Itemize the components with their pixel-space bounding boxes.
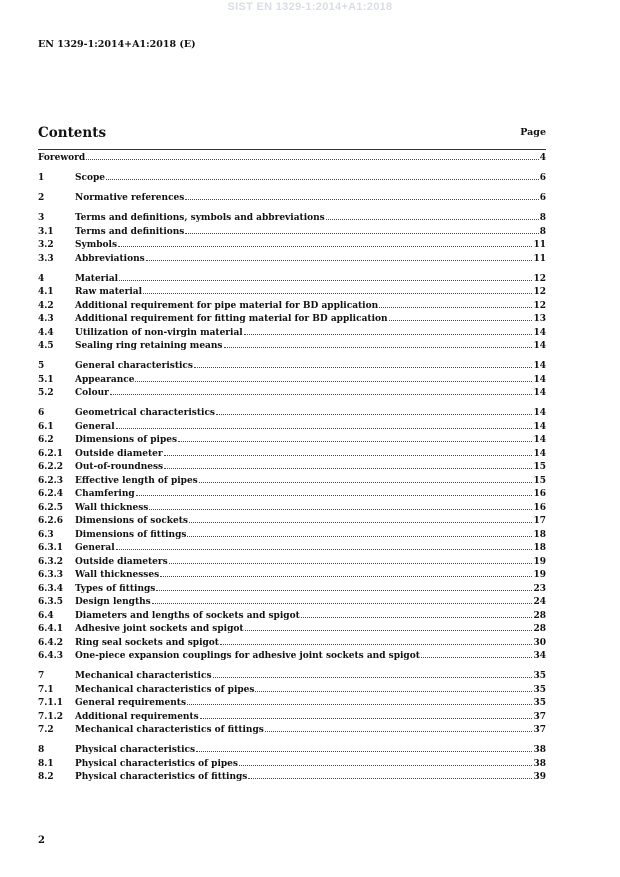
toc-entry-number: 6.3.2 [38, 556, 64, 567]
toc-entry[interactable] [38, 709, 546, 723]
toc-entry-page: 14 [533, 341, 546, 351]
toc-entry-title: Wall thicknesses [75, 570, 160, 580]
toc-dot-leader [110, 385, 533, 395]
toc-dot-leader [136, 486, 533, 496]
toc-entry-page: 16 [533, 489, 546, 499]
toc-dot-leader [187, 527, 532, 537]
toc-dot-leader [118, 237, 532, 247]
toc-entry[interactable] [38, 567, 546, 581]
toc-entry-number: 4.1 [38, 287, 54, 297]
toc-entry-title: Design lengths [75, 597, 151, 607]
toc-entry-title: Geometrical characteristics [75, 408, 215, 418]
toc-entry-page: 8 [539, 213, 546, 223]
toc-entry-title: Mechanical characteristics of fittings [75, 725, 264, 735]
toc-entry-page: 35 [533, 684, 546, 695]
toc-entry-number: 5.2 [38, 388, 54, 398]
toc-entry-title: Normative references [75, 193, 185, 203]
toc-entry-number: 4.2 [38, 300, 54, 311]
toc-entry-title: Chamfering [75, 489, 135, 499]
toc-entry[interactable] [38, 271, 546, 285]
toc-entry[interactable] [38, 742, 546, 756]
toc-dot-leader [178, 432, 532, 442]
toc-entry-title: Terms and definitions [75, 226, 185, 237]
toc-entry-title: Dimensions of sockets [75, 516, 188, 526]
toc-entry[interactable] [38, 668, 546, 682]
toc-entry-title: Outside diameters [75, 556, 168, 567]
toc-entry[interactable] [38, 682, 546, 696]
toc-entry[interactable] [38, 581, 546, 595]
toc-dot-leader [248, 769, 532, 779]
toc-entry-number: 6.3.4 [38, 583, 64, 594]
toc-entry[interactable] [38, 170, 546, 184]
toc-entry-number: 6.4.3 [38, 651, 64, 661]
toc-entry-number: 6.2 [38, 435, 54, 445]
toc-entry-number: 6.4.1 [38, 624, 64, 634]
toc-entry-number: 6.2.5 [38, 502, 64, 513]
toc-entry-page: 12 [533, 273, 546, 284]
toc-entry-number: 5 [38, 361, 45, 371]
toc-entry-number: 8.2 [38, 772, 54, 782]
toc-entry[interactable] [38, 756, 546, 770]
toc-dot-leader [200, 709, 533, 719]
toc-dot-leader [152, 594, 533, 604]
toc-entry-number: 4.5 [38, 341, 54, 351]
toc-dot-leader [255, 682, 532, 692]
toc-dot-leader [156, 581, 532, 591]
toc-entry-page: 15 [533, 475, 546, 486]
toc-entry-number: 6.3 [38, 529, 54, 540]
toc-dot-leader [194, 358, 533, 368]
toc-entry-number: 7 [38, 671, 45, 681]
toc-entry-title: Abbreviations [75, 253, 145, 264]
toc-entry-number: 4.4 [38, 327, 54, 338]
toc-entry-title: General characteristics [75, 361, 193, 371]
toc-dot-leader [244, 325, 533, 335]
toc-entry-page: 16 [533, 502, 546, 513]
toc-entry-page: 11 [533, 240, 546, 250]
toc-entry-page: 37 [533, 725, 546, 735]
toc-entry-page: 6 [539, 193, 546, 203]
toc-entry-number: 4.3 [38, 314, 54, 324]
toc-entry[interactable] [38, 486, 546, 500]
toc-dot-leader [224, 338, 533, 348]
toc-entry-page: 38 [533, 758, 546, 769]
toc-entry-page: 14 [533, 361, 546, 371]
toc-dot-leader [239, 756, 532, 766]
toc-dot-leader [164, 459, 532, 469]
toc-entry-page: 37 [533, 711, 546, 722]
toc-entry-title: Wall thickness [75, 502, 149, 513]
toc-entry[interactable] [38, 648, 546, 662]
toc-entry-number: 7.2 [38, 725, 54, 735]
toc-entry-number: 7.1 [38, 684, 54, 695]
toc-entry-title: General [75, 543, 115, 553]
toc-dot-leader [187, 695, 532, 705]
toc-dot-leader [189, 513, 532, 523]
toc-entry-title: Physical characteristics of pipes [75, 758, 238, 769]
toc-dot-leader [143, 284, 532, 294]
toc-entry-number: 3.2 [38, 240, 54, 250]
toc-entry[interactable] [38, 540, 546, 554]
toc-dot-leader [421, 648, 533, 658]
toc-entry-page: 14 [533, 408, 546, 418]
toc-entry-page: 12 [533, 287, 546, 297]
toc-entry-number: 6.2.1 [38, 448, 64, 459]
toc-entry-page: 6 [539, 173, 546, 183]
page-number: 2 [38, 835, 45, 846]
toc-dot-leader [389, 311, 533, 321]
toc-entry[interactable] [38, 190, 546, 204]
toc-entry[interactable] [38, 608, 546, 622]
toc-dot-leader [213, 668, 533, 678]
toc-entry-number: 4 [38, 273, 45, 284]
toc-entry-title: Utilization of non-virgin material [75, 327, 243, 338]
toc-entry[interactable] [38, 554, 546, 568]
toc-entry-title: Types of fittings [75, 583, 156, 594]
table-of-contents [38, 149, 546, 783]
toc-dot-leader [185, 224, 538, 234]
toc-entry-page: 11 [533, 253, 546, 264]
toc-entry-page: 14 [533, 374, 546, 385]
toc-entry-page: 14 [533, 448, 546, 459]
toc-entry-page: 28 [533, 610, 546, 621]
toc-entry-page: 34 [533, 651, 546, 661]
toc-entry[interactable] [38, 621, 546, 635]
toc-dot-leader [196, 742, 532, 752]
toc-entry-number: 6.1 [38, 421, 54, 432]
toc-entry-title: Ring seal sockets and spigot [75, 637, 219, 648]
toc-entry-page: 14 [533, 435, 546, 445]
toc-entry-title: Additional requirement for pipe material for BD application [75, 300, 379, 311]
toc-entry-title: Dimensions of fittings [75, 529, 187, 540]
toc-entry[interactable] [38, 432, 546, 446]
toc-entry[interactable] [38, 210, 546, 224]
toc-entry-number: 6.2.4 [38, 489, 64, 499]
toc-entry-page: 4 [539, 153, 546, 163]
toc-entry-title: Mechanical characteristics of pipes [75, 684, 255, 695]
toc-entry-number: 5.1 [38, 374, 54, 385]
toc-entry[interactable] [38, 459, 546, 473]
toc-entry-page: 28 [533, 624, 546, 634]
watermark-text: SIST EN 1329-1:2014+A1:2018 [227, 1, 393, 13]
toc-dot-leader [301, 608, 533, 618]
toc-entry[interactable] [38, 150, 546, 164]
toc-entry-number: 8.1 [38, 758, 54, 769]
toc-entry-title: Symbols [75, 240, 118, 250]
toc-entry-title: Out-of-roundness [75, 462, 164, 472]
toc-dot-leader [379, 298, 532, 308]
contents-title: Contents [38, 125, 107, 141]
toc-dot-leader [169, 554, 533, 564]
toc-dot-leader [116, 540, 533, 550]
toc-entry-page: 19 [533, 570, 546, 580]
toc-dot-leader [326, 210, 539, 220]
toc-dot-leader [86, 150, 539, 160]
toc-entry[interactable] [38, 338, 546, 352]
toc-dot-leader [199, 473, 533, 483]
toc-entry-number: 6.3.3 [38, 570, 64, 580]
toc-dot-leader [146, 251, 533, 261]
toc-entry[interactable] [38, 500, 546, 514]
toc-dot-leader [185, 190, 538, 200]
toc-entry[interactable] [38, 419, 546, 433]
toc-entry-title: Colour [75, 388, 109, 398]
toc-entry-number: 6.4.2 [38, 637, 64, 648]
toc-entry-number: 6.2.6 [38, 516, 64, 526]
toc-entry-title: Physical characteristics [75, 745, 196, 755]
toc-dot-leader [116, 419, 533, 429]
toc-entry-title: One-piece expansion couplings for adhesive joint sockets and spigot [75, 651, 420, 661]
toc-entry-title: General requirements [75, 698, 187, 708]
toc-entry-page: 30 [533, 637, 546, 648]
toc-dot-leader [245, 621, 533, 631]
toc-entry[interactable] [38, 695, 546, 709]
toc-entry-title: Foreword [38, 153, 86, 163]
toc-entry-number: 1 [38, 173, 45, 183]
toc-entry[interactable] [38, 251, 546, 265]
toc-entry-number: 6.4 [38, 610, 54, 621]
toc-entry-page: 18 [533, 529, 546, 540]
toc-entry-page: 8 [539, 226, 546, 237]
toc-entry[interactable] [38, 385, 546, 399]
toc-entry-title: Effective length of pipes [75, 475, 198, 486]
toc-entry[interactable] [38, 372, 546, 386]
toc-entry-title: Additional requirement for fitting material for BD application [75, 314, 388, 324]
toc-entry-title: Mechanical characteristics [75, 671, 212, 681]
toc-entry[interactable] [38, 284, 546, 298]
toc-entry[interactable] [38, 473, 546, 487]
toc-entry[interactable] [38, 527, 546, 541]
toc-entry-title: Raw material [75, 287, 143, 297]
toc-entry-page: 14 [533, 327, 546, 338]
toc-dot-leader [220, 635, 533, 645]
toc-entry-page: 15 [533, 462, 546, 472]
toc-entry-title: Sealing ring retaining means [75, 341, 223, 351]
toc-entry-number: 8 [38, 745, 45, 755]
toc-entry-title: Physical characteristics of fittings [75, 772, 248, 782]
toc-entry[interactable] [38, 237, 546, 251]
toc-entry-page: 12 [533, 300, 546, 311]
toc-entry-page: 14 [533, 421, 546, 432]
toc-entry-number: 6.3.5 [38, 597, 64, 607]
toc-dot-leader [265, 722, 533, 732]
toc-entry-number: 3.3 [38, 253, 54, 264]
toc-entry-page: 19 [533, 556, 546, 567]
contents-heading [38, 124, 546, 142]
toc-entry-page: 23 [533, 583, 546, 594]
document-id: EN 1329-1:2014+A1:2018 (E) [38, 39, 196, 50]
toc-entry[interactable] [38, 594, 546, 608]
toc-entry-number: 2 [38, 193, 45, 203]
toc-entry[interactable] [38, 513, 546, 527]
toc-entry-number: 6.2.3 [38, 475, 64, 486]
toc-entry-number: 3 [38, 213, 45, 223]
toc-entry-page: 14 [533, 388, 546, 398]
toc-entry-title: Scope [75, 173, 106, 183]
page-column-label: Page [520, 127, 546, 138]
toc-entry-title: Diameters and lengths of sockets and spigot [75, 610, 300, 621]
toc-dot-leader [164, 446, 533, 456]
toc-entry-title: Material [75, 273, 119, 284]
toc-entry-number: 7.1.1 [38, 698, 64, 708]
toc-dot-leader [119, 271, 532, 281]
toc-dot-leader [135, 372, 532, 382]
toc-entry[interactable] [38, 635, 546, 649]
toc-entry[interactable] [38, 224, 546, 238]
toc-entry-number: 6 [38, 408, 45, 418]
toc-entry[interactable] [38, 311, 546, 325]
toc-dot-leader [149, 500, 532, 510]
toc-entry[interactable] [38, 358, 546, 372]
toc-entry-number: 6.3.1 [38, 543, 64, 553]
toc-entry[interactable] [38, 298, 546, 312]
toc-entry-page: 24 [533, 597, 546, 607]
toc-entry-title: Adhesive joint sockets and spigot [75, 624, 244, 634]
toc-entry[interactable] [38, 722, 546, 736]
toc-dot-leader [160, 567, 532, 577]
toc-entry-page: 18 [533, 543, 546, 553]
toc-dot-leader [216, 405, 532, 415]
toc-entry-number: 6.2.2 [38, 462, 64, 472]
toc-entry-title: Terms and definitions, symbols and abbreviations [75, 213, 325, 223]
toc-entry-page: 35 [533, 671, 546, 681]
toc-entry-title: Outside diameter [75, 448, 163, 459]
toc-entry[interactable] [38, 446, 546, 460]
toc-entry-page: 17 [533, 516, 546, 526]
toc-entry[interactable] [38, 325, 546, 339]
toc-dot-leader [106, 170, 539, 180]
toc-entry-title: Dimensions of pipes [75, 435, 178, 445]
toc-entry-title: Additional requirements [75, 711, 199, 722]
toc-entry[interactable] [38, 769, 546, 783]
toc-entry-page: 39 [533, 772, 546, 782]
toc-entry-number: 3.1 [38, 226, 54, 237]
toc-entry-title: General [75, 421, 115, 432]
toc-entry-title: Appearance [75, 374, 135, 385]
toc-entry-number: 7.1.2 [38, 711, 64, 722]
toc-entry-page: 38 [533, 745, 546, 755]
toc-entry-page: 13 [533, 314, 546, 324]
toc-entry[interactable] [38, 405, 546, 419]
toc-entry-page: 35 [533, 698, 546, 708]
